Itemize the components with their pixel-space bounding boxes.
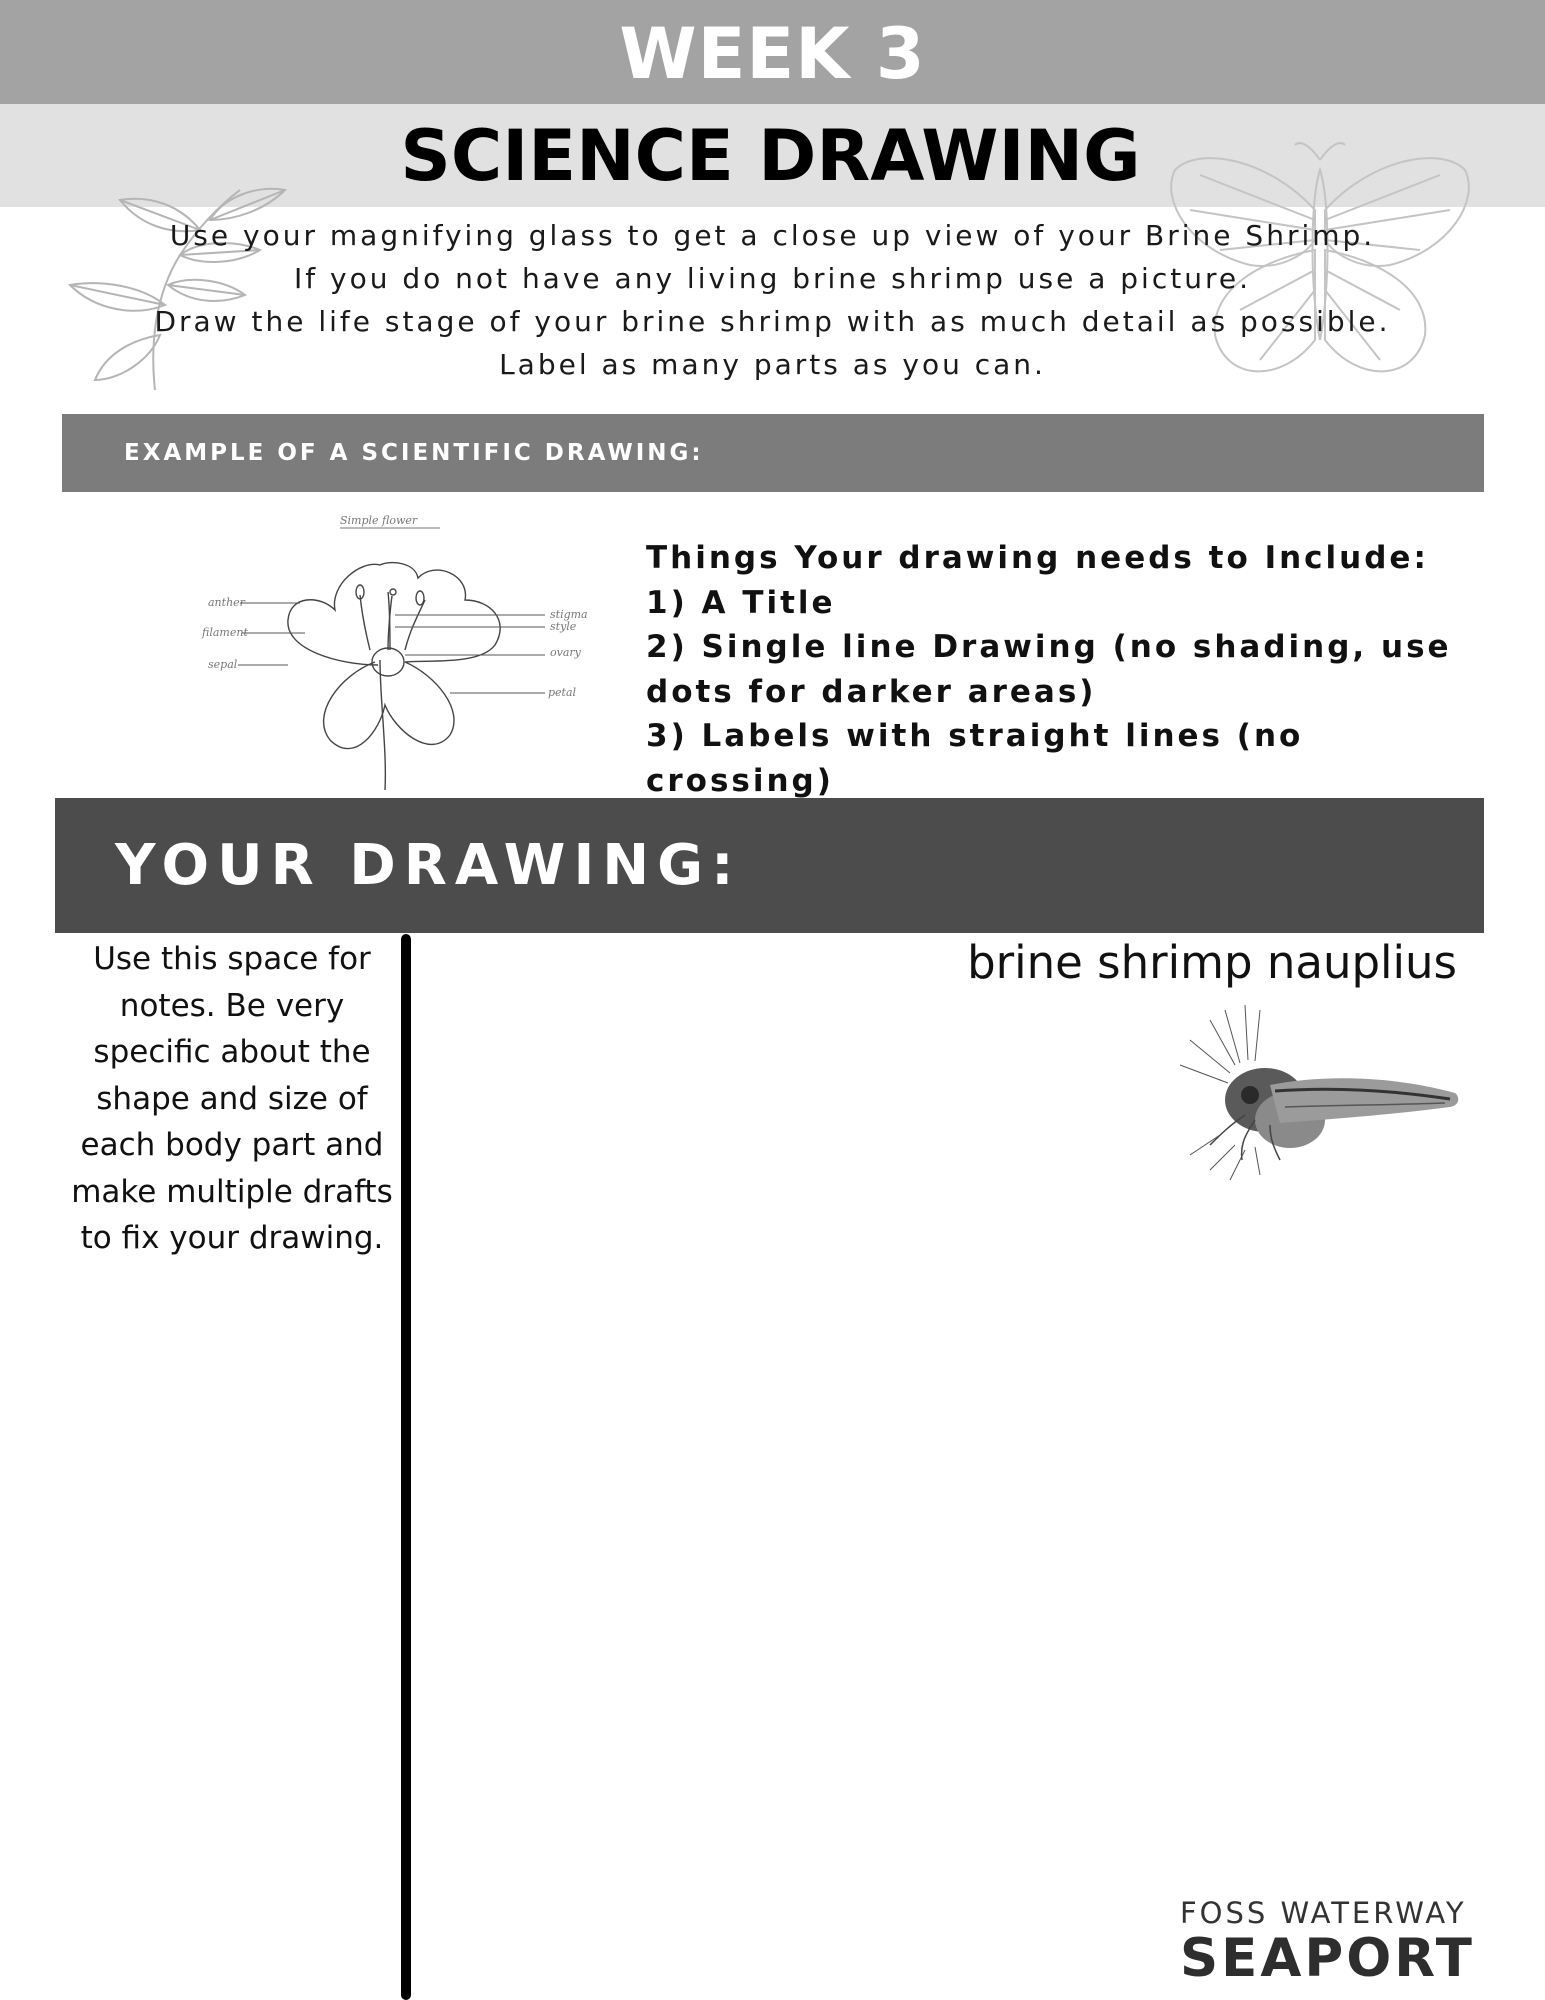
label-filament: filament — [202, 626, 248, 639]
notes-line: shape and size of — [96, 1080, 368, 1117]
flower-diagram — [190, 500, 610, 795]
notes-instructions — [62, 936, 402, 1262]
label-anther: anther — [208, 596, 245, 609]
intro-instructions — [0, 214, 1545, 386]
page-title: SCIENCE DRAWING — [400, 114, 1141, 197]
notes-line: notes. Be very — [119, 987, 345, 1024]
requirement-item: 3) Labels with straight lines (no crossing) — [646, 718, 1304, 799]
brine-shrimp-nauplius-image — [1150, 995, 1470, 1185]
notes-line: each body part and — [80, 1127, 384, 1163]
notes-line: specific about the — [93, 1034, 371, 1070]
label-style: style — [550, 620, 577, 633]
intro-line: If you do not have any living brine shrimp use a picture. — [294, 262, 1251, 295]
week-banner — [0, 0, 1545, 104]
your-drawing-bar — [55, 798, 1484, 933]
requirement-item: 1) A Title — [646, 584, 836, 621]
week-label: WEEK 3 — [619, 13, 926, 95]
drawing-requirements — [646, 536, 1466, 803]
label-stigma: stigma — [550, 608, 588, 621]
label-petal: petal — [548, 686, 577, 699]
logo-line-foss-waterway: FOSS WATERWAY — [1180, 1896, 1467, 1930]
label-ovary: ovary — [550, 646, 581, 659]
requirement-item: 2) Single line Drawing (no shading, use — [646, 629, 1452, 665]
intro-line: Label as many parts as you can. — [499, 348, 1046, 381]
requirements-heading: Things Your drawing needs to Include: — [646, 540, 1429, 576]
specimen-label: brine shrimp nauplius — [967, 936, 1457, 989]
notes-line: Use this space for — [93, 941, 371, 977]
notes-line: to fix your drawing. — [80, 1220, 384, 1256]
notes-line: make multiple drafts — [71, 1173, 393, 1210]
example-section-bar — [62, 414, 1484, 492]
intro-line: Draw the life stage of your brine shrimp with as much detail as possible. — [154, 305, 1391, 338]
flower-diagram-drawing — [190, 500, 610, 795]
intro-line: Use your magnifying glass to get a close up view of your Brine Shrimp. — [169, 219, 1376, 252]
flower-diagram-title: Simple flower — [340, 514, 418, 527]
logo-line-seaport: SEAPORT — [1180, 1928, 1475, 1989]
example-heading: EXAMPLE OF A SCIENTIFIC DRAWING: — [124, 440, 704, 466]
your-drawing-heading: YOUR DRAWING: — [115, 833, 742, 898]
requirement-item: dots for darker areas) — [646, 673, 1097, 710]
label-sepal: sepal — [208, 658, 238, 671]
column-divider — [401, 934, 411, 2000]
